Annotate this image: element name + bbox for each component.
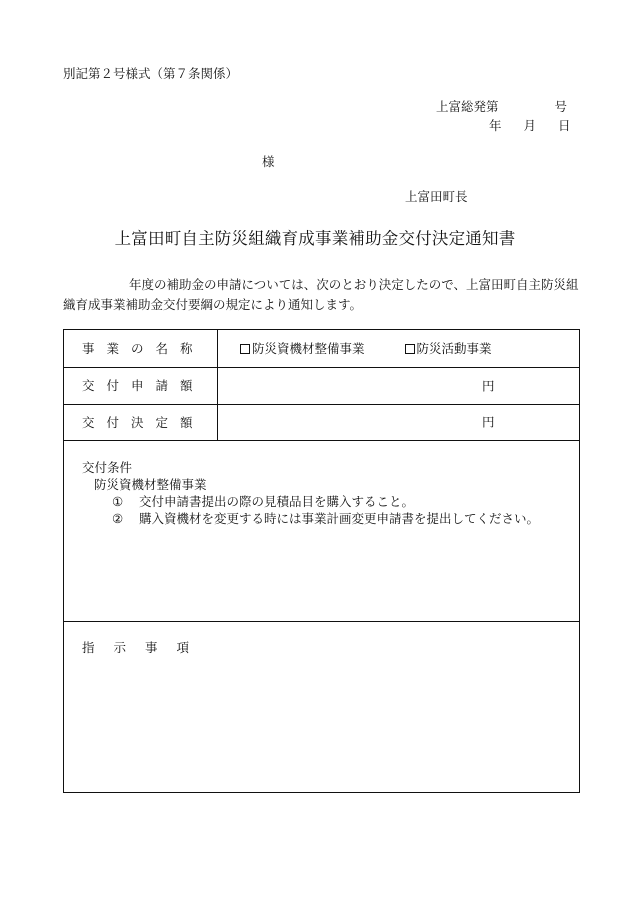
- condition-item: ① 交付申請書提出の際の見積品目を購入すること。: [112, 494, 415, 509]
- date-year: 年: [489, 118, 502, 133]
- body-text: 年度の補助金の申請については、次のとおり決定したので、上富田町自主防災組織育成事業補助金交付要綱の規定により通知します。: [63, 277, 579, 312]
- document-number-suffix: 号: [554, 99, 568, 114]
- yen-unit: 円: [482, 378, 495, 393]
- document-title: 上富田町自主防災組織育成事業補助金交付決定通知書: [114, 229, 516, 248]
- apply-amount-label: 交付申請額: [64, 367, 218, 404]
- conditions-label: 交付条件: [82, 460, 133, 475]
- decide-amount-label: 交付決定額: [64, 404, 218, 440]
- yen-unit: 円: [482, 414, 495, 430]
- decision-table: [63, 329, 580, 793]
- apply-amount-row: [64, 367, 579, 405]
- addressee: 様: [262, 154, 275, 169]
- condition-item: ② 購入資機材を変更する時には事業計画変更申請書を提出してください。: [112, 511, 540, 526]
- date-month: 月: [523, 118, 537, 133]
- project-name-row: [64, 330, 579, 368]
- apply-amount-value[interactable]: [218, 367, 579, 404]
- date-day: 日: [558, 118, 571, 133]
- option-equipment[interactable]: 防災資機材整備事業: [240, 341, 365, 356]
- checkbox-icon[interactable]: [405, 344, 415, 354]
- document-number-prefix: 上富総発第: [436, 99, 499, 114]
- conditions-content: [82, 459, 539, 527]
- decide-amount-row: [64, 404, 579, 441]
- document-number: [436, 99, 567, 114]
- instructions-label: 指示事項: [82, 640, 209, 655]
- checkbox-icon[interactable]: [240, 344, 250, 354]
- conditions-subheading: 防災資機材整備事業: [94, 477, 207, 492]
- project-name-label: 事業の名称: [64, 330, 218, 367]
- decide-amount-value[interactable]: [218, 404, 579, 440]
- date-line: [489, 118, 571, 133]
- option-activity[interactable]: 防災活動事業: [405, 341, 492, 356]
- conditions-row: [64, 440, 579, 622]
- project-name-value: [218, 330, 579, 367]
- sender: 上富田町長: [405, 189, 468, 204]
- form-reference: 別記第２号様式（第７条関係）: [63, 66, 239, 81]
